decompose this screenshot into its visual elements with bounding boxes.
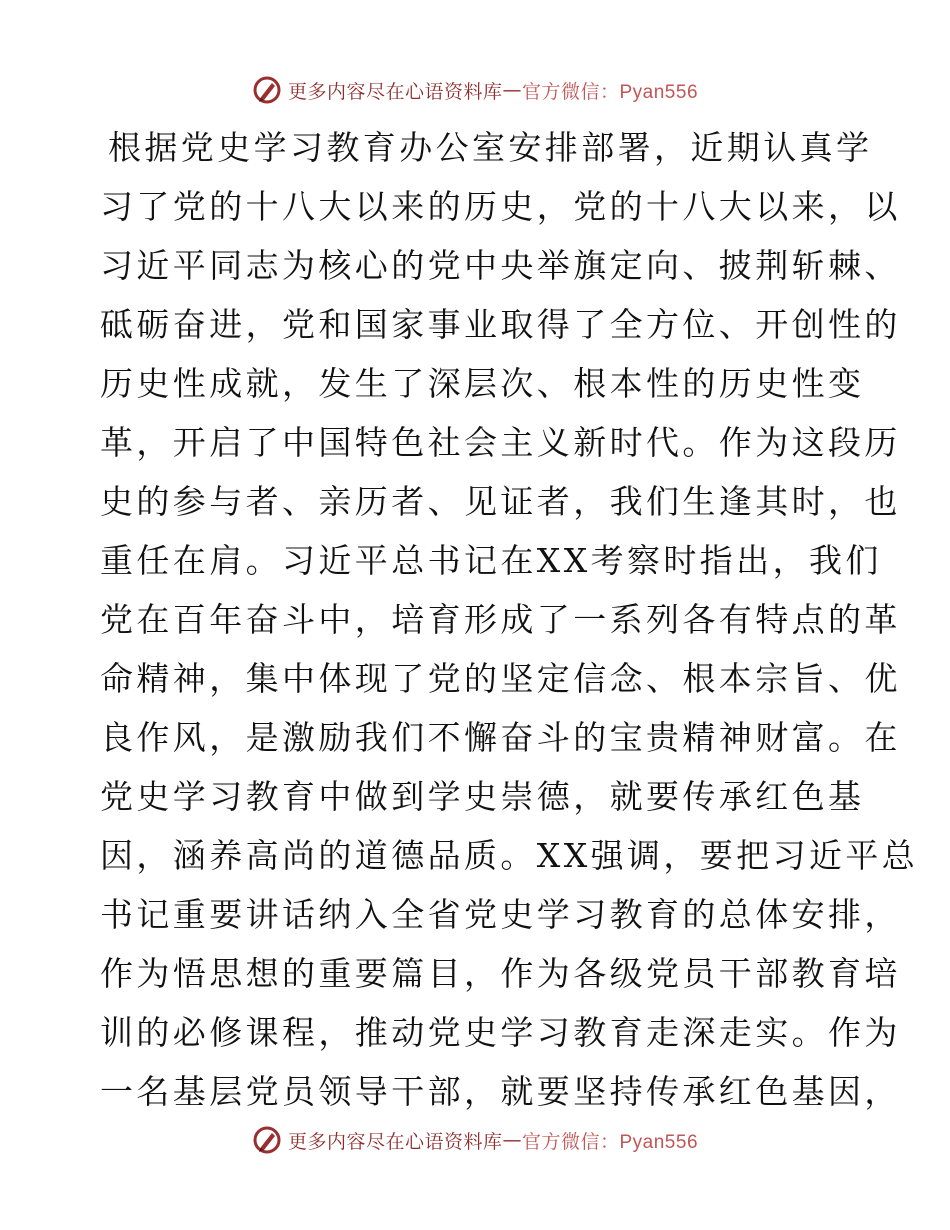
footer-watermark: [0, 1120, 950, 1160]
watermark-contact: 官方微信：Pyan556: [522, 81, 699, 103]
watermark-text: 更多内容尽在心语资料库: [287, 1130, 503, 1153]
text-line: 习近平同志为核心的党中央举旗定向、披荆斩棘、: [100, 246, 901, 285]
pen-circle-logo-icon: [252, 75, 282, 105]
text-line: 命精神，集中体现了党的坚定信念、根本宗旨、优: [100, 659, 901, 698]
text-line: 重任在肩。习近平总书记在XX考察时指出，我们: [100, 541, 882, 580]
watermark-dash: —: [502, 1129, 522, 1151]
text-line: 历史性成就，发生了深层次、根本性的历史性变: [100, 364, 865, 403]
text-line: 党史学习教育中做到学史崇德，就要传承红色基: [100, 777, 865, 816]
text-line: 作为悟思想的重要篇目，作为各级党员干部教育培: [100, 954, 901, 993]
header-watermark: [0, 70, 950, 110]
document-body: [100, 118, 919, 1121]
text-line: 砥砺奋进，党和国家事业取得了全方位、开创性的: [100, 305, 901, 344]
text-line: 一名基层党员领导干部，就要坚持传承红色基因，: [100, 1072, 901, 1111]
pen-circle-logo-icon: [252, 1125, 282, 1155]
watermark-contact: 官方微信：Pyan556: [522, 1131, 699, 1153]
text-line: 根据党史学习教育办公室安排部署，近期认真学: [108, 128, 873, 167]
text-line: 史的参与者、亲历者、见证者，我们生逢其时，也: [100, 482, 901, 521]
text-line: 良作风，是激励我们不懈奋斗的宝贵精神财富。在: [100, 718, 901, 757]
text-line: 党在百年奋斗中，培育形成了一系列各有特点的革: [100, 600, 901, 639]
text-line: 习了党的十八大以来的历史，党的十八大以来，以: [100, 187, 901, 226]
watermark-text: 更多内容尽在心语资料库: [287, 80, 503, 103]
watermark-dash: —: [502, 79, 522, 101]
text-line: 革，开启了中国特色社会主义新时代。作为这段历: [100, 423, 901, 462]
text-line: 书记重要讲话纳入全省党史学习教育的总体安排，: [100, 895, 901, 934]
text-line: 因，涵养高尚的道德品质。XX强调，要把习近平总: [100, 836, 919, 875]
text-line: 训的必修课程，推动党史学习教育走深走实。作为: [100, 1013, 901, 1052]
